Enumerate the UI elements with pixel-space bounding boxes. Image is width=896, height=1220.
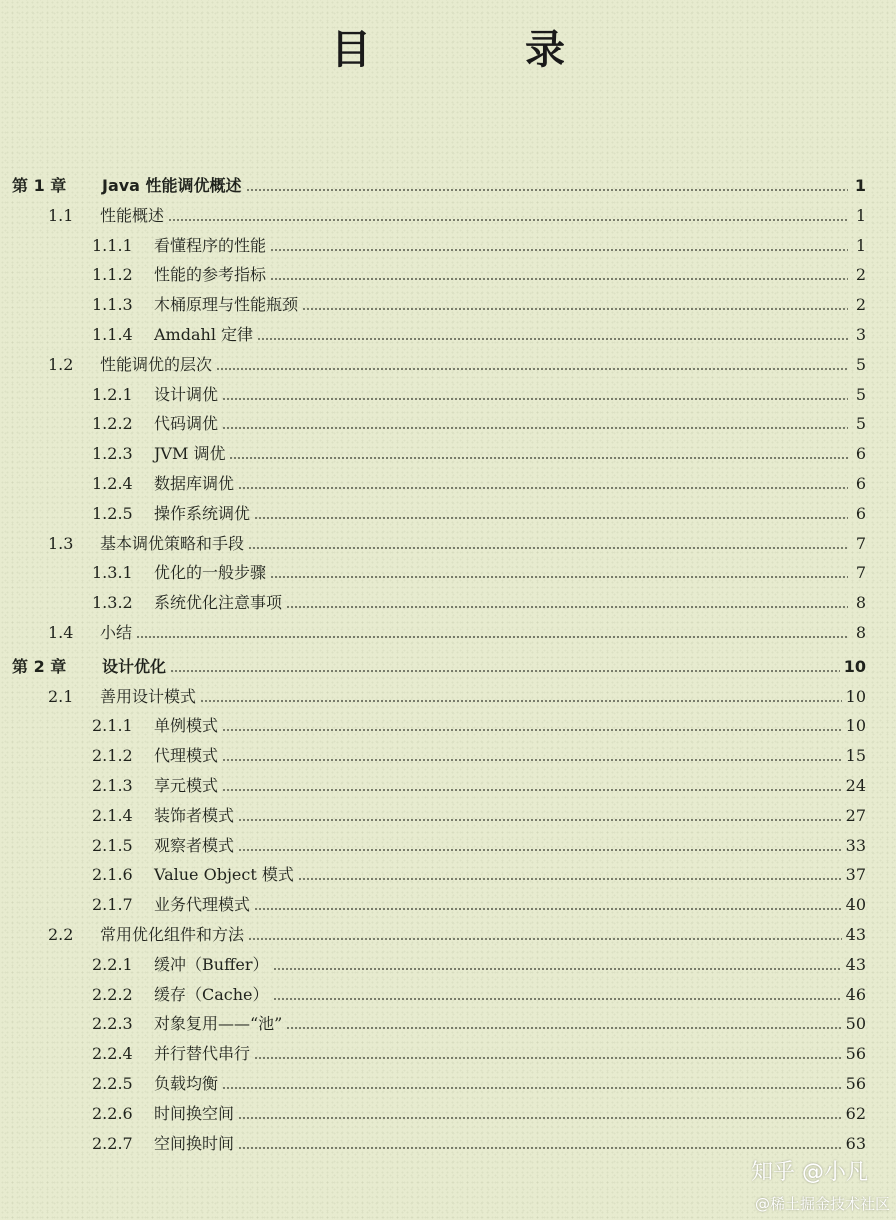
toc-page-number: 1 <box>855 236 866 255</box>
toc-title: 空间换时间 <box>154 1134 235 1153</box>
toc-page-number: 7 <box>855 534 866 553</box>
toc-page-number: 33 <box>845 836 866 855</box>
toc-title: 木桶原理与性能瓶颈 <box>154 295 299 314</box>
toc-leader-dots <box>222 759 842 761</box>
toc-page-number: 37 <box>845 865 866 884</box>
toc-leader-dots <box>238 849 842 851</box>
toc-subsection-entry <box>0 406 896 434</box>
toc-leader-dots <box>286 1027 841 1029</box>
toc-number: 1.3.2 <box>92 593 133 612</box>
toc-page-number: 43 <box>845 925 866 944</box>
toc-page-number: 50 <box>845 1014 866 1033</box>
toc-title: JVM 调优 <box>154 444 226 463</box>
toc-page-number: 6 <box>855 444 866 463</box>
toc-leader-dots <box>248 938 842 940</box>
toc-number: 第 1 章 <box>12 176 67 195</box>
toc-title: Java 性能调优概述 <box>102 176 242 195</box>
toc-page-number: 10 <box>843 657 866 676</box>
toc-number: 2.2.3 <box>92 1014 133 1033</box>
toc-page-number: 7 <box>855 563 866 582</box>
toc-section-entry <box>0 615 896 643</box>
toc-subsection-entry <box>0 228 896 256</box>
toc-number: 1.1.4 <box>92 325 133 344</box>
toc-subsection-entry <box>0 1096 896 1124</box>
toc-leader-dots <box>302 308 848 310</box>
toc-subsection-entry <box>0 768 896 796</box>
toc-leader-dots <box>222 1087 842 1089</box>
toc-page-number: 1 <box>854 176 866 195</box>
toc-leader-dots <box>273 968 842 970</box>
toc-title: 业务代理模式 <box>154 895 251 914</box>
toc-leader-dots <box>270 249 848 251</box>
toc-page-number: 15 <box>845 746 866 765</box>
toc-number: 1.2.5 <box>92 504 133 523</box>
toc-page-number: 56 <box>845 1074 866 1093</box>
toc-number: 2.2.4 <box>92 1044 133 1063</box>
toc-number: 第 2 章 <box>12 657 67 676</box>
toc-number: 2.1.5 <box>92 836 133 855</box>
toc-leader-dots <box>229 457 848 459</box>
toc-number: 1.2.3 <box>92 444 133 463</box>
toc-page-number: 5 <box>855 414 866 433</box>
toc-number: 1.2 <box>48 355 74 374</box>
toc-title: 操作系统调优 <box>154 504 251 523</box>
toc-number: 2.1.7 <box>92 895 133 914</box>
toc-leader-dots <box>222 729 842 731</box>
toc-title: 负载均衡 <box>154 1074 219 1093</box>
toc-title: 常用优化组件和方法 <box>100 925 245 944</box>
toc-title: 基本调优策略和手段 <box>100 534 245 553</box>
toc-leader-dots <box>254 908 842 910</box>
toc-number: 1.1.2 <box>92 265 133 284</box>
toc-leader-dots <box>286 606 848 608</box>
toc-leader-dots <box>270 576 848 578</box>
toc-number: 2.1 <box>48 687 74 706</box>
toc-leader-dots <box>200 700 842 702</box>
toc-page-number: 43 <box>845 955 866 974</box>
toc-subsection-entry <box>0 496 896 524</box>
toc-number: 2.1.3 <box>92 776 133 795</box>
toc-number: 2.2.5 <box>92 1074 133 1093</box>
watermark-zhihu: 知乎 @小凡 <box>751 1160 868 1185</box>
toc-title: 数据库调优 <box>154 474 235 493</box>
toc-number: 2.1.4 <box>92 806 133 825</box>
toc-title: 代理模式 <box>154 746 219 765</box>
toc-subsection-entry <box>0 857 896 885</box>
toc-leader-dots <box>238 487 848 489</box>
toc-subsection-entry <box>0 1036 896 1064</box>
toc-title: 代码调优 <box>154 414 219 433</box>
toc-leader-dots <box>273 998 842 1000</box>
toc-subsection-entry <box>0 287 896 315</box>
toc-title: 看懂程序的性能 <box>154 236 267 255</box>
toc-page-number: 8 <box>855 623 866 642</box>
toc-leader-dots <box>257 338 848 340</box>
toc-leader-dots <box>298 878 842 880</box>
toc-title: 缓存（Cache） <box>154 985 269 1004</box>
toc-number: 1.3 <box>48 534 74 553</box>
toc-title: 享元模式 <box>154 776 219 795</box>
toc-leader-dots <box>238 819 842 821</box>
toc-leader-dots <box>168 219 848 221</box>
toc-page-number: 40 <box>845 895 866 914</box>
toc-title: 系统优化注意事项 <box>154 593 283 612</box>
toc-subsection-entry <box>0 947 896 975</box>
toc-page-number: 24 <box>845 776 866 795</box>
toc-title: 并行替代串行 <box>154 1044 251 1063</box>
toc-leader-dots <box>216 368 848 370</box>
toc-number: 2.1.2 <box>92 746 133 765</box>
toc-number: 1.2.4 <box>92 474 133 493</box>
toc-title: Amdahl 定律 <box>154 325 254 344</box>
toc-leader-dots <box>238 1117 842 1119</box>
toc-subsection-entry <box>0 585 896 613</box>
toc-page-number: 5 <box>855 385 866 404</box>
toc-title: 善用设计模式 <box>100 687 197 706</box>
toc-subsection-entry <box>0 1066 896 1094</box>
toc-title: 优化的一般步骤 <box>154 563 267 582</box>
toc-page-number: 10 <box>845 716 866 735</box>
toc-section-entry <box>0 679 896 707</box>
toc-leader-dots <box>254 1057 842 1059</box>
toc-subsection-entry <box>0 1006 896 1034</box>
toc-subsection-entry <box>0 257 896 285</box>
toc-title: Value Object 模式 <box>154 865 294 884</box>
toc-page-number: 5 <box>855 355 866 374</box>
toc-leader-dots <box>222 427 848 429</box>
toc-leader-dots <box>270 278 848 280</box>
toc-title: 设计优化 <box>102 657 167 676</box>
toc-page-number: 27 <box>845 806 866 825</box>
toc-chapter-entry <box>0 168 896 196</box>
toc-title: 装饰者模式 <box>154 806 235 825</box>
toc-title: 缓冲（Buffer） <box>154 955 269 974</box>
toc-subsection-entry <box>0 466 896 494</box>
toc-chapter-entry <box>0 649 896 677</box>
toc-number: 1.1.3 <box>92 295 133 314</box>
toc-title: 性能的参考指标 <box>154 265 267 284</box>
toc-page-number: 56 <box>845 1044 866 1063</box>
toc-page-number: 6 <box>855 474 866 493</box>
toc-number: 1.3.1 <box>92 563 133 582</box>
toc-page-number: 1 <box>855 206 866 225</box>
toc-page-number: 2 <box>855 265 866 284</box>
toc-subsection-entry <box>0 377 896 405</box>
toc-number: 2.2.6 <box>92 1104 133 1123</box>
toc-number: 2.2.7 <box>92 1134 133 1153</box>
toc-number: 1.4 <box>48 623 74 642</box>
toc-number: 2.2.2 <box>92 985 133 1004</box>
toc-subsection-entry <box>0 738 896 766</box>
toc-title: 设计调优 <box>154 385 219 404</box>
toc-section-entry <box>0 347 896 375</box>
page-title: 目 录 <box>331 27 635 73</box>
toc-leader-dots <box>238 1147 842 1149</box>
toc-number: 1.1 <box>48 206 74 225</box>
toc-title: 性能概述 <box>100 206 165 225</box>
toc-section-entry <box>0 917 896 945</box>
toc-section-entry <box>0 198 896 226</box>
toc-leader-dots <box>246 189 848 191</box>
toc-leader-dots <box>222 789 842 791</box>
toc-subsection-entry <box>0 317 896 345</box>
toc-subsection-entry <box>0 977 896 1005</box>
toc-subsection-entry <box>0 798 896 826</box>
toc-leader-dots <box>136 636 848 638</box>
toc-title: 时间换空间 <box>154 1104 235 1123</box>
toc-subsection-entry <box>0 708 896 736</box>
toc-title: 单例模式 <box>154 716 219 735</box>
toc-page-number: 2 <box>855 295 866 314</box>
toc-subsection-entry <box>0 436 896 464</box>
toc-page-number: 46 <box>845 985 866 1004</box>
toc-page-number: 63 <box>845 1134 866 1153</box>
toc-page-number: 10 <box>845 687 866 706</box>
toc-title: 观察者模式 <box>154 836 235 855</box>
toc-subsection-entry <box>0 555 896 583</box>
toc-title: 小结 <box>100 623 133 642</box>
toc-leader-dots <box>254 517 848 519</box>
toc-number: 1.1.1 <box>92 236 133 255</box>
toc-number: 1.2.1 <box>92 385 133 404</box>
toc-leader-dots <box>248 547 848 549</box>
toc-page-number: 3 <box>855 325 866 344</box>
toc-number: 2.1.1 <box>92 716 133 735</box>
toc-title: 对象复用——“池” <box>154 1014 283 1033</box>
toc-subsection-entry <box>0 1126 896 1154</box>
toc-page-number: 6 <box>855 504 866 523</box>
toc-page-number: 62 <box>845 1104 866 1123</box>
toc-number: 2.2 <box>48 925 74 944</box>
toc-number: 2.1.6 <box>92 865 133 884</box>
watermark-juejin: @稀土掘金技术社区 <box>754 1195 890 1213</box>
toc-leader-dots <box>222 398 848 400</box>
toc-leader-dots <box>170 670 840 672</box>
toc-subsection-entry <box>0 828 896 856</box>
toc-subsection-entry <box>0 887 896 915</box>
toc-page-number: 8 <box>855 593 866 612</box>
toc-title: 性能调优的层次 <box>100 355 213 374</box>
toc-number: 2.2.1 <box>92 955 133 974</box>
toc-section-entry <box>0 526 896 554</box>
toc-number: 1.2.2 <box>92 414 133 433</box>
